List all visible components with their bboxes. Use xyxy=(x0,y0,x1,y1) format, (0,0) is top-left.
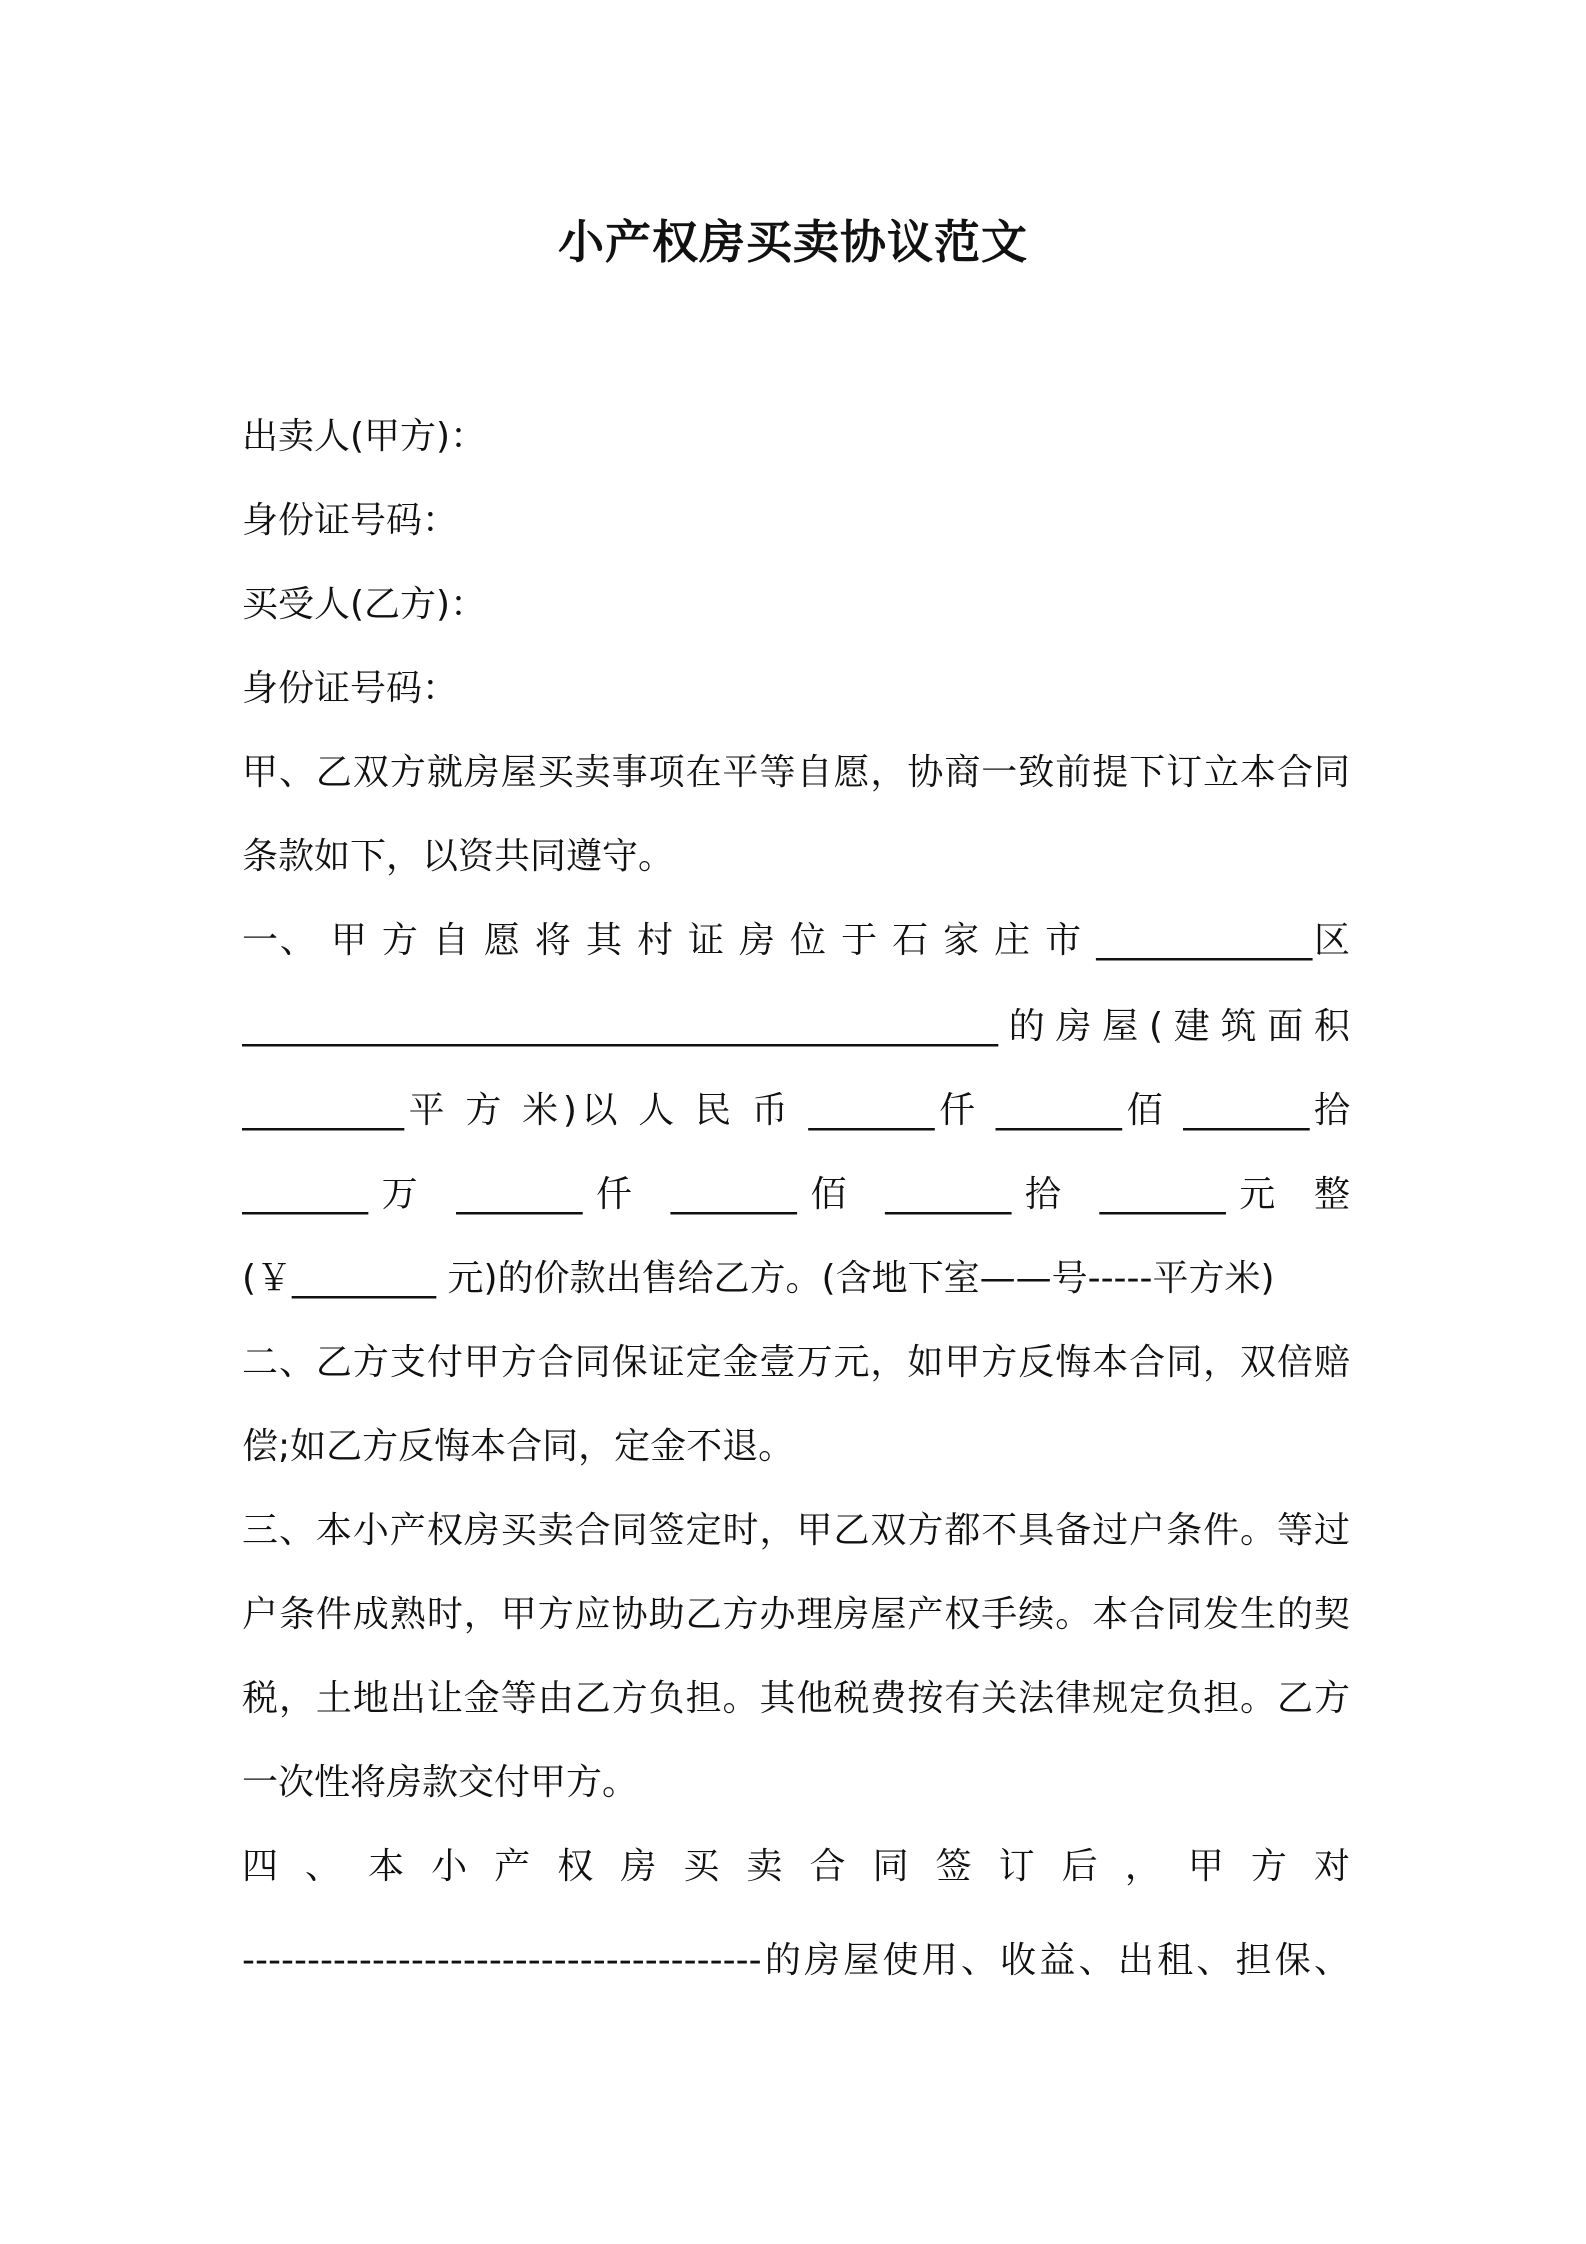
buyer-id-label: 身份证号码： xyxy=(242,668,459,709)
clause-2-line-1: 二、乙方支付甲方合同保证定金壹万元，如甲方反悔本合同，双倍赔 xyxy=(242,1342,1350,1383)
clause-1-line-3: _________平 方 米)以 人 民 币 _______仟 _______佰 _______拾 xyxy=(242,1090,1350,1131)
clause-3-line-3: 税，土地出让金等由乙方负担。其他税费按有关法律规定负担。乙方 xyxy=(242,1678,1350,1719)
seller-label: 出卖人(甲方)： xyxy=(242,416,487,457)
preamble-line-2: 条款如下，以资共同遵守。 xyxy=(242,836,675,877)
clause-1-line-2: __________________________________________的房屋(建筑面积 xyxy=(242,1006,1350,1047)
document-title: 小产权房买卖协议范文 xyxy=(558,215,1028,269)
buyer-label: 买受人(乙方)： xyxy=(242,584,487,625)
clause-3-line-4: 一次性将房款交付甲方。 xyxy=(242,1762,639,1803)
clause-3-line-2: 户条件成熟时，甲方应协助乙方办理房屋产权手续。本合同发生的契 xyxy=(242,1594,1350,1635)
preamble-line-1: 甲、乙双方就房屋买卖事项在平等自愿，协商一致前提下订立本合同 xyxy=(242,752,1350,793)
clause-1-line-5: (￥________ 元)的价款出售给乙方。(含地下室——号-----平方米) xyxy=(242,1258,1275,1299)
clause-2-line-2: 偿;如乙方反悔本合同，定金不退。 xyxy=(242,1426,795,1467)
clause-4-line-2: ----------------------------------------的房屋使用、收益、出租、担保、 xyxy=(242,1940,1350,1981)
clause-4-line-1: 四 、 本 小 产 权 房 买 卖 合 同 签 订 后 ， 甲 方 对 xyxy=(242,1846,1350,1887)
clause-1-line-4: _______万 _______仟 _______佰 _______拾 _______元 整 xyxy=(242,1174,1350,1215)
seller-id-label: 身份证号码： xyxy=(242,500,459,541)
clause-1-line-1: 一、 甲 方 自 愿 将 其 村 证 房 位 于 石 家 庄 市 ____________区 xyxy=(242,920,1350,961)
clause-3-line-1: 三、本小产权房买卖合同签定时，甲乙双方都不具备过户条件。等过 xyxy=(242,1510,1350,1551)
